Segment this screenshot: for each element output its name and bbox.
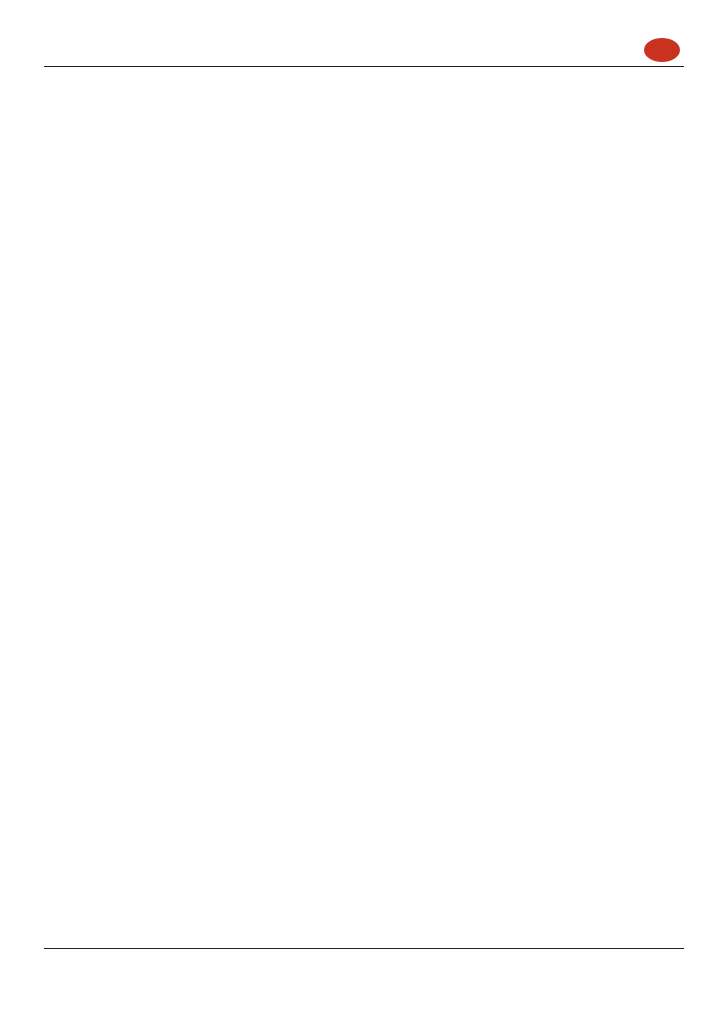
company-logo <box>644 36 684 64</box>
logo-badge-icon <box>644 38 680 62</box>
page-header <box>44 36 684 64</box>
header-divider <box>44 66 684 67</box>
footer-divider <box>44 948 684 949</box>
